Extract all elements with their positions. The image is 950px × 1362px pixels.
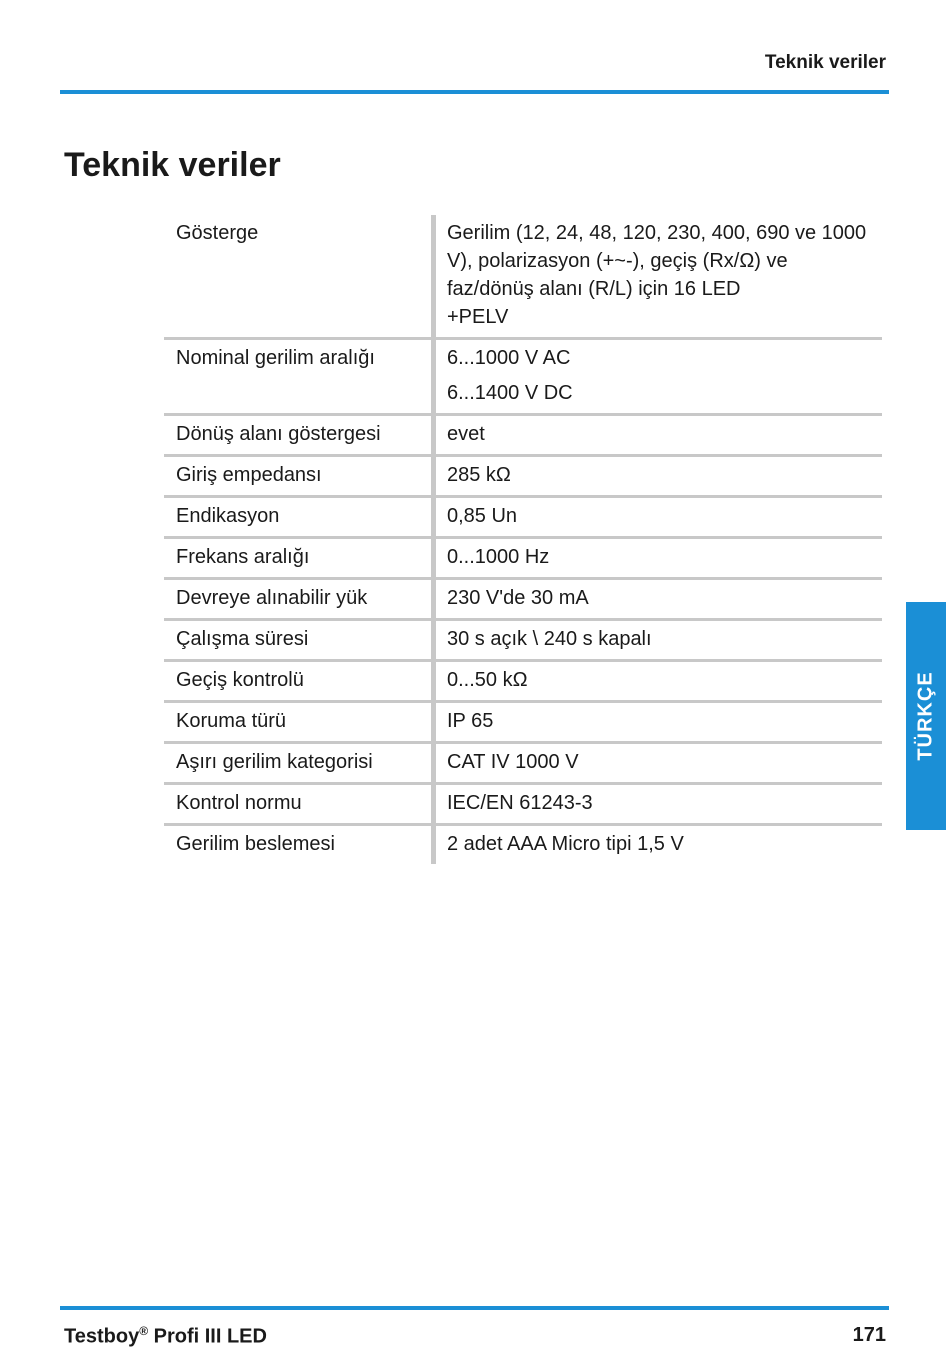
spec-value <box>434 215 883 339</box>
spec-value <box>434 579 883 620</box>
spec-value-line: 6...1400 V DC <box>447 382 573 404</box>
footer-brand: Testboy <box>64 1325 140 1348</box>
spec-value <box>434 415 883 456</box>
spec-value-line: +PELV <box>447 306 509 328</box>
registered-mark: ® <box>139 1324 149 1338</box>
spec-value-line: 30 s açık \ 240 s kapalı <box>447 628 652 650</box>
table-row <box>164 661 882 702</box>
spec-value-line: CAT IV 1000 V <box>447 751 579 773</box>
spec-value-line: IP 65 <box>447 710 494 732</box>
header-rule <box>60 90 889 94</box>
spec-label: Koruma türü <box>164 702 434 743</box>
spec-value-line: 0...1000 Hz <box>447 546 550 568</box>
table-row <box>164 825 882 865</box>
table-row <box>164 579 882 620</box>
table-row <box>164 456 882 497</box>
language-tab-label: TÜRKÇE <box>914 671 937 761</box>
spec-label: Frekans aralığı <box>164 538 434 579</box>
spec-label: Nominal gerilim aralığı <box>164 339 434 415</box>
language-tab <box>906 602 946 830</box>
table-row <box>164 415 882 456</box>
spec-value-line: IEC/EN 61243-3 <box>447 792 593 814</box>
spec-label: Gösterge <box>164 215 434 339</box>
spec-table-body <box>164 215 882 864</box>
spec-value <box>434 702 883 743</box>
spec-label: Giriş empedansı <box>164 456 434 497</box>
spec-label: Kontrol normu <box>164 784 434 825</box>
spec-value <box>434 661 883 702</box>
spec-label: Geçiş kontrolü <box>164 661 434 702</box>
footer-product <box>64 1324 267 1349</box>
table-row <box>164 538 882 579</box>
spec-value <box>434 784 883 825</box>
spec-value <box>434 456 883 497</box>
spec-label: Endikasyon <box>164 497 434 538</box>
footer-rule <box>60 1306 889 1310</box>
spec-table <box>164 215 882 864</box>
spec-label: Aşırı gerilim kategorisi <box>164 743 434 784</box>
spec-label: Gerilim beslemesi <box>164 825 434 865</box>
spec-value-line: 6...1000 V AC <box>447 347 571 369</box>
page-title: Teknik veriler <box>64 146 281 184</box>
spec-value <box>434 825 883 865</box>
spec-value <box>434 339 883 415</box>
spec-value <box>434 538 883 579</box>
spec-value-line: 2 adet AAA Micro tipi 1,5 V <box>447 833 684 855</box>
footer-product-name: Profi III LED <box>148 1325 267 1348</box>
spec-value-line: evet <box>447 423 485 445</box>
spec-value-line: 0...50 kΩ <box>447 669 528 691</box>
page-number: 171 <box>852 1324 886 1346</box>
spec-value-line: 230 V'de 30 mA <box>447 587 589 609</box>
spec-label: Çalışma süresi <box>164 620 434 661</box>
table-row <box>164 620 882 661</box>
spec-value <box>434 743 883 784</box>
table-row <box>164 339 882 415</box>
table-row <box>164 215 882 339</box>
spec-label: Dönüş alanı göstergesi <box>164 415 434 456</box>
table-row <box>164 743 882 784</box>
spec-label: Devreye alınabilir yük <box>164 579 434 620</box>
spec-value-line: Gerilim (12, 24, 48, 120, 230, 400, 690 ve 1000 V), polarizasyon (+~-), geçiş (Rx/Ω) ve faz/dönüş alanı (R/L) için 16 LED <box>447 222 867 300</box>
spec-value-line: 285 kΩ <box>447 464 511 486</box>
spec-value <box>434 497 883 538</box>
spec-value <box>434 620 883 661</box>
table-row <box>164 784 882 825</box>
running-header: Teknik veriler <box>764 52 886 73</box>
table-row <box>164 497 882 538</box>
spec-value-line: 0,85 Un <box>447 505 518 527</box>
table-row <box>164 702 882 743</box>
